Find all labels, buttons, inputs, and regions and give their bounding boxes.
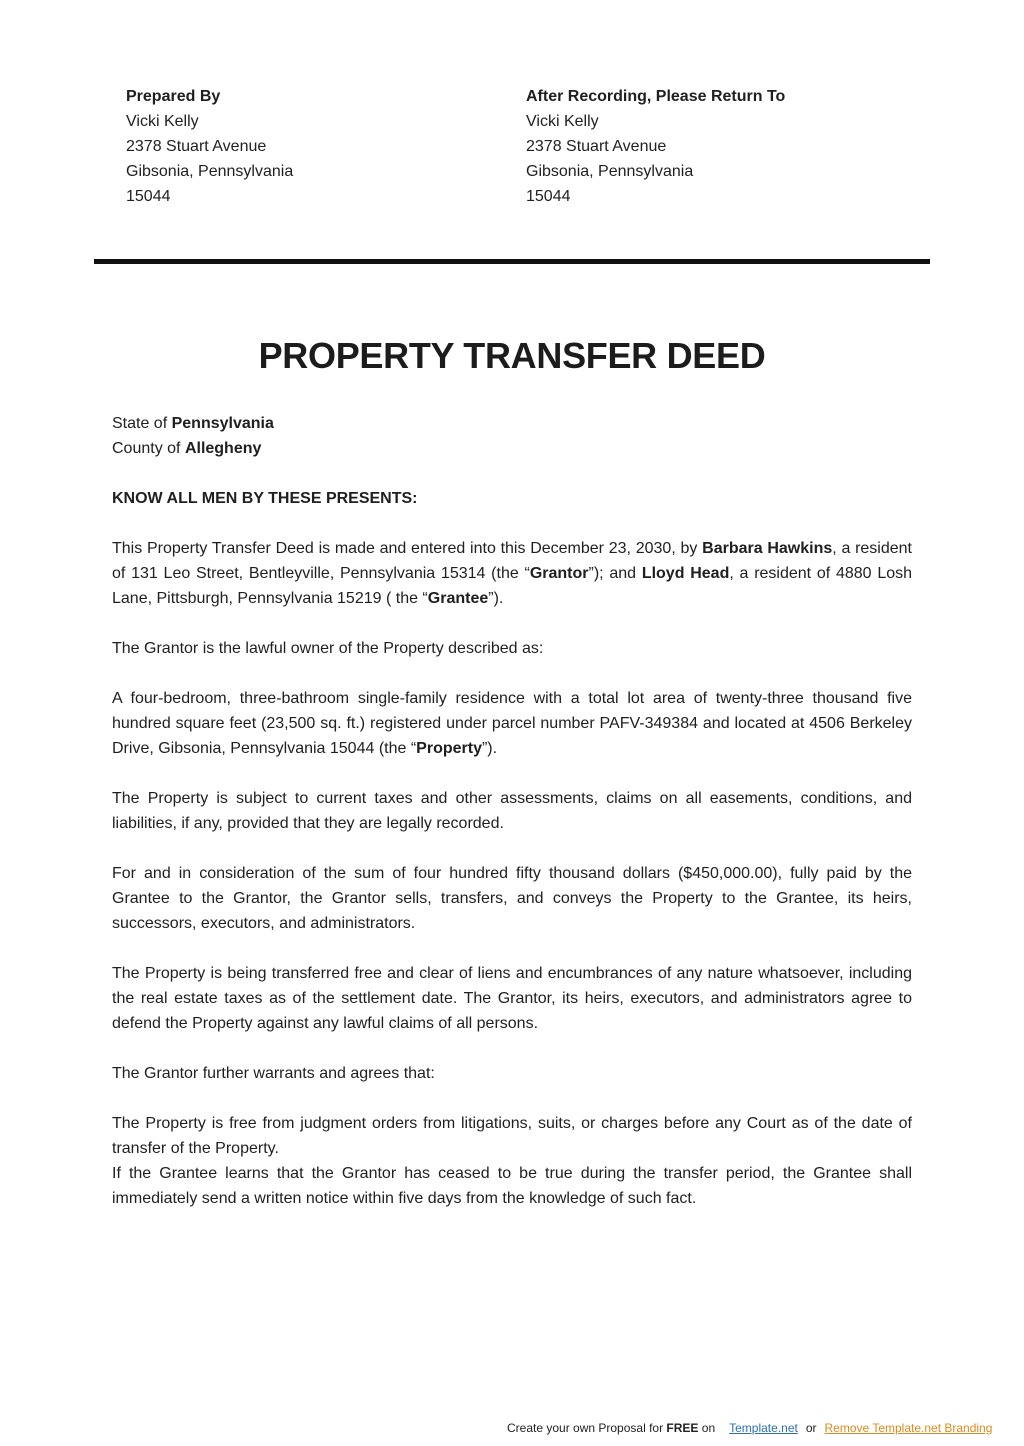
return-street: 2378 Stuart Avenue — [526, 138, 667, 155]
prepared-by-block — [126, 84, 293, 209]
parties-text: ”); and — [588, 565, 642, 582]
owner-intro: The Grantor is the lawful owner of the Property described as: — [112, 640, 544, 657]
parties-text: This Property Transfer Deed is made and entered into this December 23, 2030, by — [112, 540, 703, 557]
state-line — [112, 411, 912, 436]
parties-text: , a resident of 131 Leo Street, Bentleyville, Pennsylvania 15314 (the “ — [112, 540, 912, 582]
footer-on: on — [698, 1421, 716, 1435]
county-value: Allegheny — [184, 440, 262, 457]
preparer-zip: 15044 — [126, 188, 171, 205]
grantor-term: Grantor — [529, 565, 589, 582]
free-clear-paragraph: The Property is being transferred free and clear of liens and encumbrances of any nature whatsoever, including the real estate taxes as of the settlement date. The Grantor, its heirs, executors, and administrators agree to defend the Property against any lawful claims of all persons. — [112, 965, 912, 1032]
preparer-street: 2378 Stuart Avenue — [126, 138, 267, 155]
template-net-link[interactable]: Template.net — [729, 1421, 798, 1435]
parties-text: ”). — [488, 590, 504, 607]
footer-or: or — [805, 1421, 817, 1435]
county-label: County of — [112, 440, 185, 457]
prepared-by-heading: Prepared By — [126, 88, 221, 105]
preparer-name: Vicki Kelly — [126, 113, 199, 130]
preparer-city: Gibsonia, Pennsylvania — [126, 163, 294, 180]
return-to-heading: After Recording, Please Return To — [526, 88, 786, 105]
state-value: Pennsylvania — [171, 415, 274, 432]
header-divider — [94, 259, 930, 264]
property-text: ”). — [481, 740, 498, 757]
property-description — [112, 686, 912, 761]
grantee-term: Grantee — [427, 590, 489, 607]
footer-free: FREE — [666, 1421, 699, 1435]
return-city: Gibsonia, Pennsylvania — [526, 163, 694, 180]
parties-paragraph — [112, 536, 912, 611]
branding-footer — [507, 1420, 992, 1436]
footer-prefix: Create your own Proposal for — [507, 1421, 667, 1435]
parties-text: , a resident of 4880 Losh Lane, Pittsburgh, Pennsylvania 15219 ( the “ — [112, 565, 913, 607]
deed-body — [112, 411, 912, 1211]
property-text: A four-bedroom, three-bathroom single-family residence with a total lot area of twenty-three thousand five hundred square feet (23,500 sq. ft.) registered under parcel number PAFV-349384 and located at 4506 Berkeley Drive, Gibsonia, Pennsylvania 15044 (the “ — [112, 690, 912, 757]
return-zip: 15044 — [526, 188, 571, 205]
state-label: State of — [112, 415, 172, 432]
warrants-intro: The Grantor further warrants and agrees that: — [112, 1065, 435, 1082]
consideration-paragraph: For and in consideration of the sum of four hundred fifty thousand dollars ($450,000.00), fully paid by the Grantee to the Grantor, the Grantor sells, transfers, and conveys the Property to the Grantee, its heirs, successors, executors, and administrators. — [112, 865, 912, 932]
grantee-name: Lloyd Head — [641, 565, 730, 582]
grantor-name: Barbara Hawkins — [702, 540, 833, 557]
return-name: Vicki Kelly — [526, 113, 599, 130]
property-term: Property — [416, 740, 482, 757]
warranty-item: If the Grantee learns that the Grantor has ceased to be true during the transfer period, the Grantee shall immediately send a written notice within five days from the knowledge of such fact. — [112, 1165, 912, 1207]
know-all-heading: KNOW ALL MEN BY THESE PRESENTS: — [112, 490, 418, 507]
subject-to-paragraph: The Property is subject to current taxes and other assessments, claims on all easements, conditions, and liabilities, if any, provided that they are legally recorded. — [112, 790, 912, 832]
warranty-item: The Property is free from judgment orders from litigations, suits, or charges before any Court as of the date of transfer of the Property. — [112, 1115, 912, 1157]
remove-branding-link[interactable]: Remove Template.net Branding — [824, 1421, 993, 1435]
county-line — [112, 436, 912, 461]
return-to-block — [526, 84, 785, 209]
document-title: PROPERTY TRANSFER DEED — [258, 335, 766, 376]
